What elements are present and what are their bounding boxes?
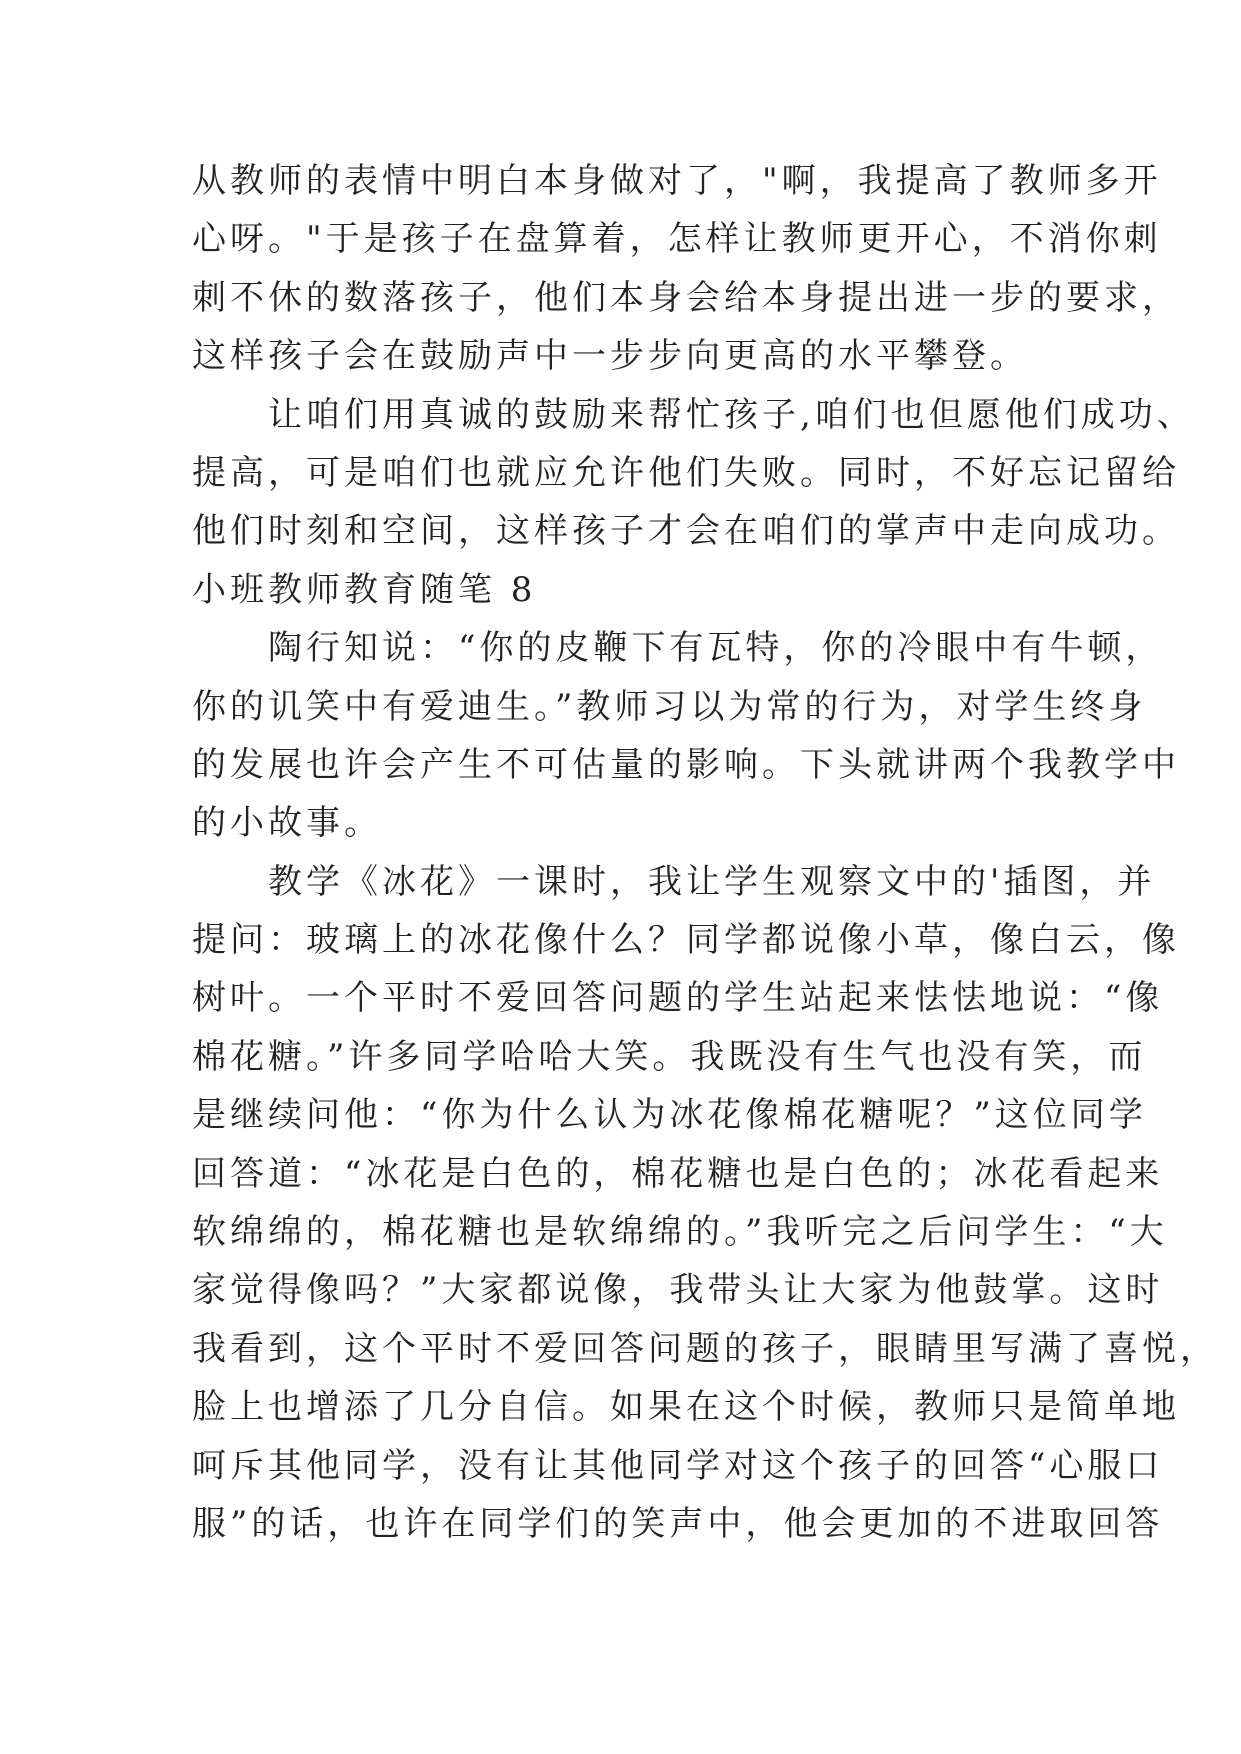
text-line: 服”的话，也许在同学们的笑声中，他会更加的不进取回答 [192,1503,1164,1544]
text-line: 提问：玻璃上的冰花像什么？同学都说像小草，像白云，像 [192,920,1180,961]
text-line: 这样孩子会在鼓励声中一步步向更高的水平攀登。 [192,336,1028,377]
paragraph-first-line: 教学《冰花》一课时，我让学生观察文中的'插图，并 [268,861,1156,902]
text-line: 你的讥笑中有爱迪生。”教师习以为常的行为，对学生终身 [192,686,1147,727]
text-line: 回答道：“冰花是白色的，棉花糖也是白色的；冰花看起来 [192,1153,1164,1194]
text-line: 呵斥其他同学，没有让其他同学对这个孩子的回答“心服口 [192,1445,1164,1486]
text-line: 刺不休的数落孩子，他们本身会给本身提出进一步的要求， [192,277,1180,318]
paragraph-first-line: 陶行知说：“你的皮鞭下有瓦特，你的冷眼中有牛顿， [268,628,1164,669]
text-line: 家觉得像吗？”大家都说像，我带头让大家为他鼓掌。这时 [192,1270,1164,1311]
text-line: 树叶。一个平时不爱回答问题的学生站起来怯怯地说：“像 [192,978,1164,1019]
text-line: 棉花糖。”许多同学哈哈大笑。我既没有生气也没有笑，而 [192,1036,1147,1077]
body-text [192,152,1218,1553]
section-heading: 小班教师教育随笔 8 [192,569,537,610]
text-line: 从教师的表情中明白本身做对了，"啊，我提高了教师多开 [192,161,1162,201]
paragraph-first-line: 让咱们用真诚的鼓励来帮忙孩子,咱们也但愿他们成功、 [268,394,1195,435]
text-line: 的发展也许会产生不可估量的影响。下头就讲两个我教学中 [192,744,1180,785]
text-line: 他们时刻和空间，这样孩子才会在咱们的掌声中走向成功。 [192,511,1180,552]
text-line: 软绵绵的，棉花糖也是软绵绵的。”我听完之后问学生：“大 [192,1212,1168,1253]
text-line: 是继续问他：“你为什么认为冰花像棉花糖呢？”这位同学 [192,1095,1147,1136]
text-line: 脸上也增添了几分自信。如果在这个时候，教师只是简单地 [192,1387,1180,1428]
text-line: 我看到，这个平时不爱回答问题的孩子，眼睛里写满了喜悦， [192,1328,1218,1369]
text-line: 提高，可是咱们也就应允许他们失败。同时，不好忘记留给 [192,452,1180,493]
text-line: 的小故事。 [192,803,382,844]
text-line: 心呀。"于是孩子在盘算着，怎样让教师更开心，不消你刺 [192,219,1162,260]
